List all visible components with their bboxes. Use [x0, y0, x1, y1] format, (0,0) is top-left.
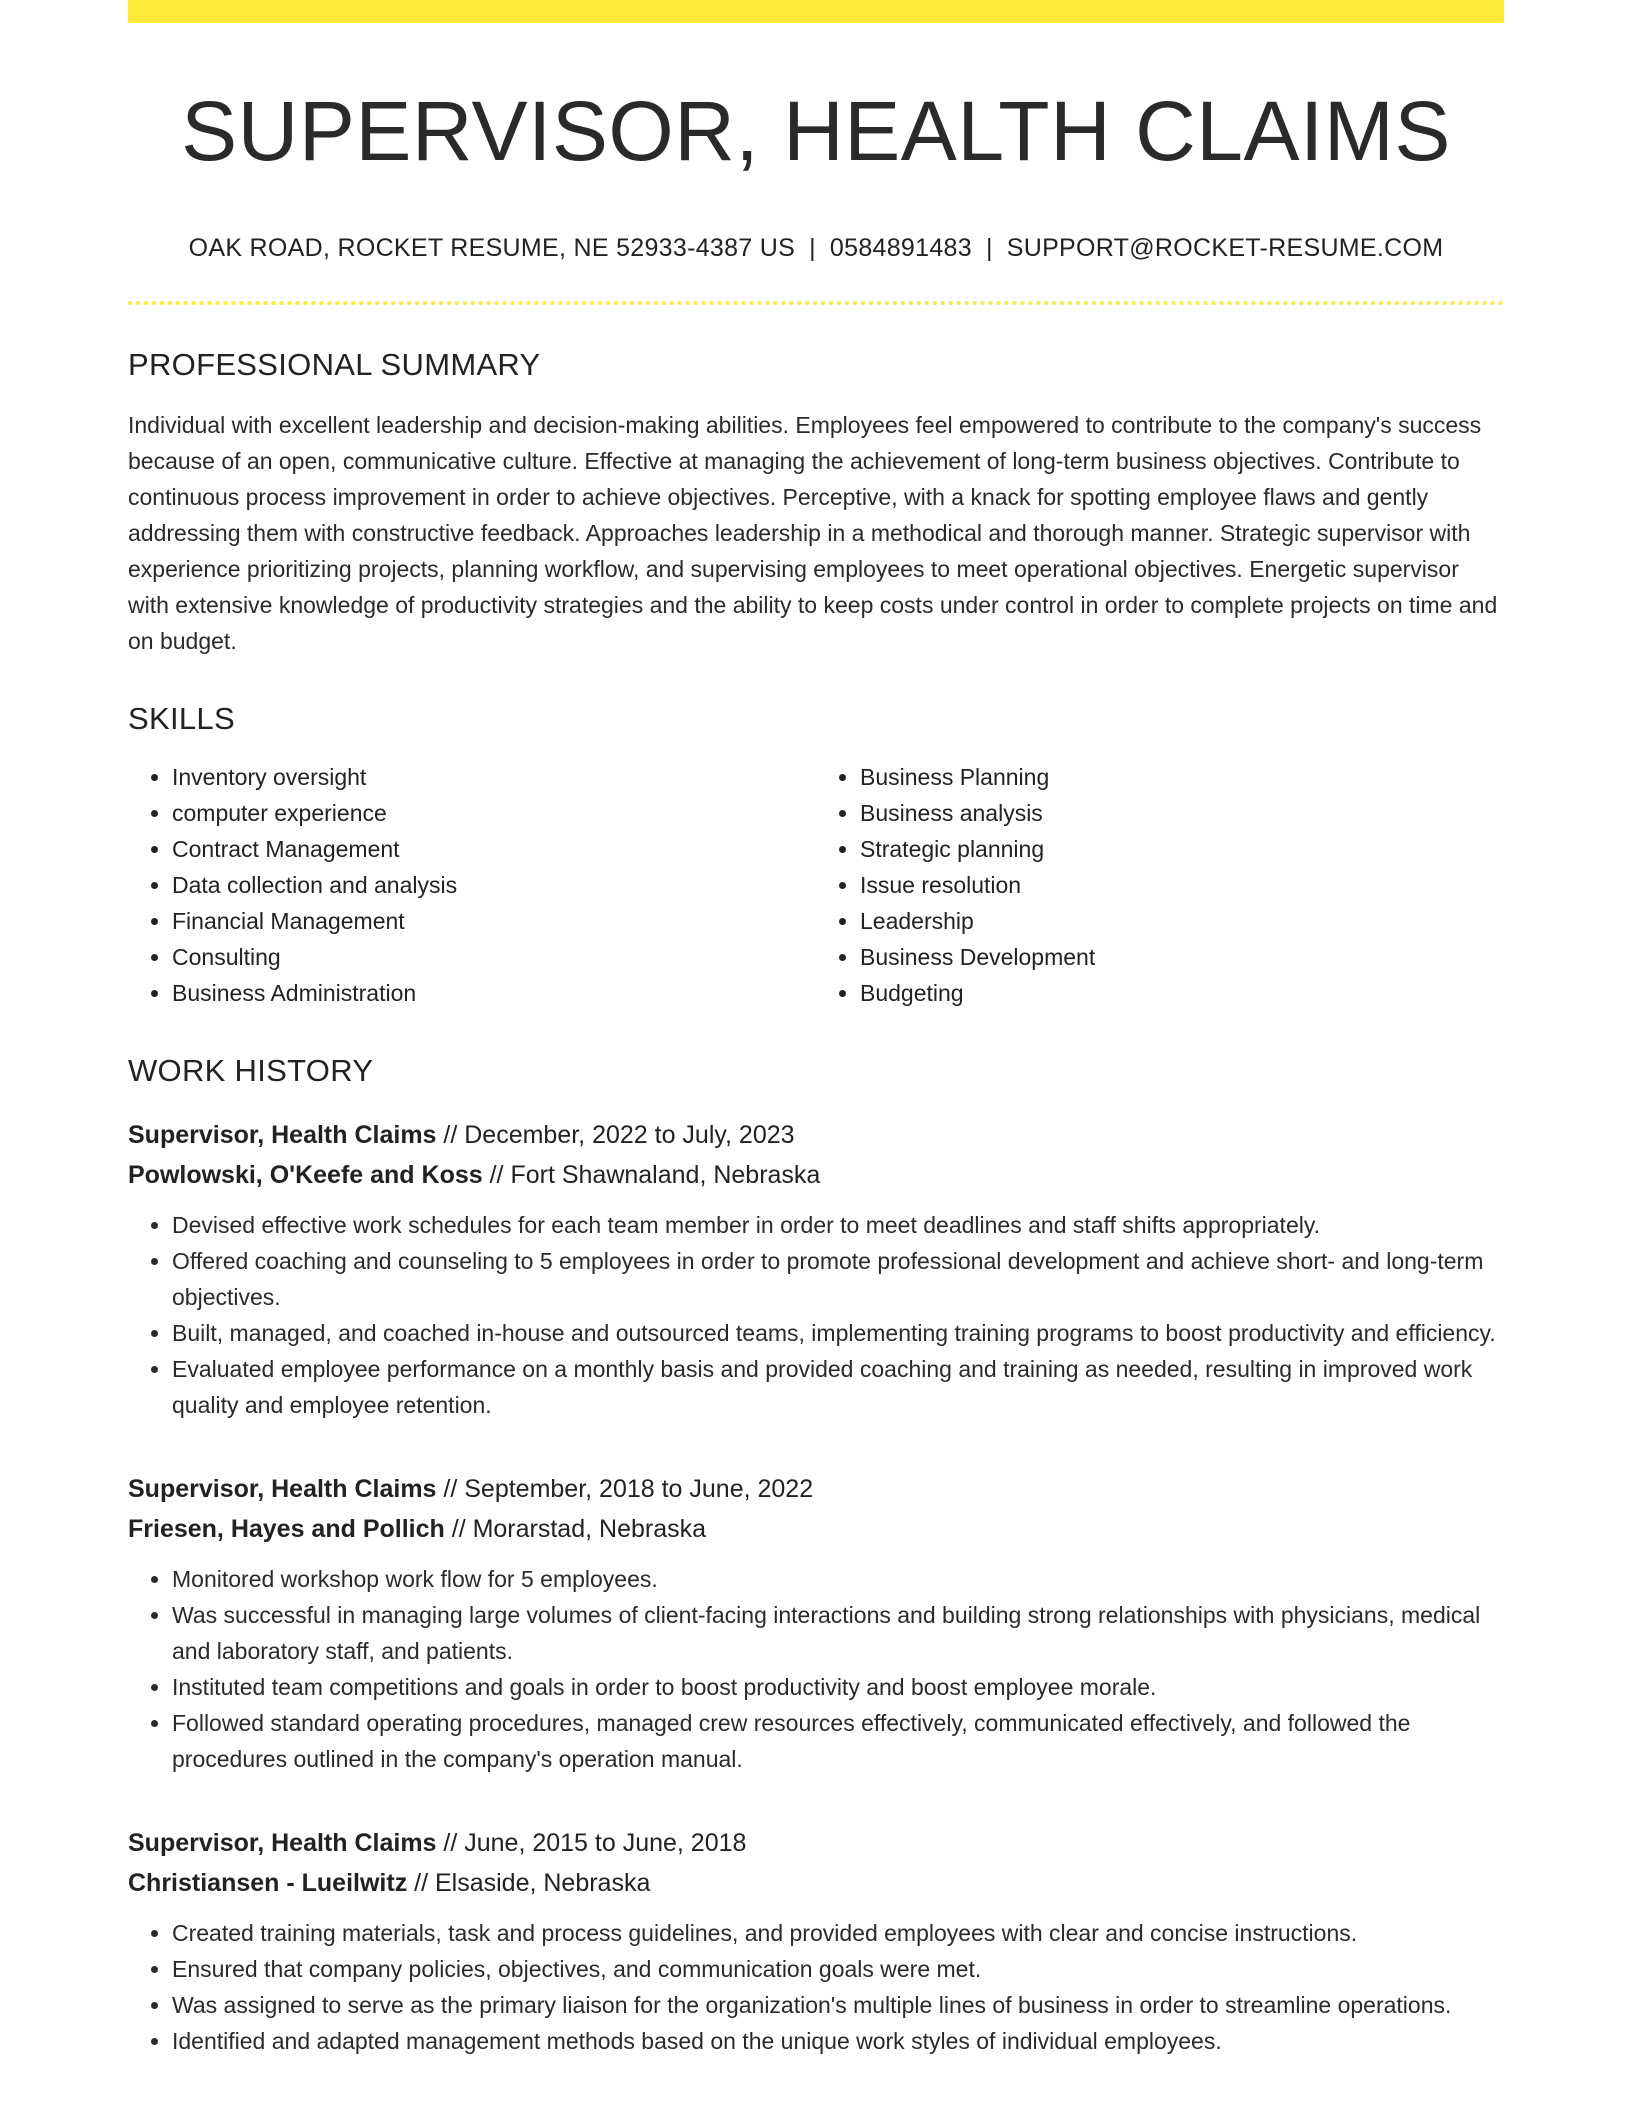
job-title: Supervisor, Health Claims	[128, 1120, 437, 1149]
job-title-line	[128, 1115, 1504, 1155]
skill-item: • Consulting	[172, 939, 816, 975]
job-bullet: • Built, managed, and coached in-house and outsourced teams, implementing training programs to boost productivity and efficiency.	[172, 1315, 1504, 1351]
job-title: Supervisor, Health Claims	[128, 1828, 437, 1857]
job-bullet: • Monitored workshop work flow for 5 employees.	[172, 1561, 1504, 1597]
skill-item: • Issue resolution	[860, 867, 1504, 903]
contact-line	[128, 234, 1504, 263]
job-company: Friesen, Hayes and Pollich	[128, 1514, 445, 1543]
resume-page	[128, 0, 1504, 2059]
work-history-heading: WORK HISTORY	[128, 1052, 374, 1088]
job-title-line	[128, 1469, 1504, 1509]
skill-item: • computer experience	[172, 795, 816, 831]
job-bullet: • Identified and adapted management methods based on the unique work styles of individual employees.	[172, 2023, 1504, 2059]
job-bullet: • Evaluated employee performance on a monthly basis and provided coaching and training as needed, resulting in improved work quality and employee retention.	[172, 1351, 1504, 1423]
job-dates: // June, 2015 to June, 2018	[436, 1828, 747, 1857]
skill-item: • Business Development	[860, 939, 1504, 975]
job-company: Christiansen - Lueilwitz	[128, 1868, 408, 1897]
job-bullets	[128, 1915, 1504, 2059]
skill-item: • Business Planning	[860, 759, 1504, 795]
job-entry	[128, 1469, 1504, 1777]
job-location: // Morarstad, Nebraska	[444, 1514, 707, 1543]
skill-item: • Strategic planning	[860, 831, 1504, 867]
skills-column-right	[816, 759, 1504, 1011]
summary-heading: PROFESSIONAL SUMMARY	[128, 346, 541, 382]
skills-heading: SKILLS	[128, 700, 235, 736]
contact-separator: |	[809, 233, 816, 262]
skill-item: • Business analysis	[860, 795, 1504, 831]
job-bullet: • Was assigned to serve as the primary liaison for the organization's multiple lines of business in order to streamline operations.	[172, 1987, 1504, 2023]
job-bullet: • Ensured that company policies, objectives, and communication goals were met.	[172, 1951, 1504, 1987]
job-dates: // September, 2018 to June, 2022	[436, 1474, 814, 1503]
skill-item: • Contract Management	[172, 831, 816, 867]
job-company-line	[128, 1155, 1504, 1195]
skill-item: • Leadership	[860, 903, 1504, 939]
skills-list	[128, 759, 1504, 1011]
contact-separator: |	[985, 233, 993, 262]
contact-email[interactable]: SUPPORT@ROCKET-RESUME.COM	[1006, 233, 1444, 262]
job-company-line	[128, 1509, 1504, 1549]
job-bullet: • Created training materials, task and process guidelines, and provided employees with clear and concise instructions.	[172, 1915, 1504, 1951]
skill-item: • Financial Management	[172, 903, 816, 939]
skill-item: • Budgeting	[860, 975, 1504, 1011]
job-title-line	[128, 1823, 1504, 1863]
job-entry	[128, 1823, 1504, 2059]
contact-address: OAK ROAD, ROCKET RESUME, NE 52933-4387 US	[188, 233, 796, 262]
job-bullets	[128, 1207, 1504, 1423]
skill-item: • Data collection and analysis	[172, 867, 816, 903]
job-location: // Fort Shawnaland, Nebraska	[482, 1160, 821, 1189]
job-entry	[128, 1115, 1504, 1423]
job-dates: // December, 2022 to July, 2023	[436, 1120, 795, 1149]
job-location: // Elsaside, Nebraska	[407, 1868, 651, 1897]
resume-name: SUPERVISOR, HEALTH CLAIMS	[181, 84, 1451, 178]
job-bullet: • Devised effective work schedules for each team member in order to meet deadlines and staff shifts appropriately.	[172, 1207, 1504, 1243]
job-bullet: • Instituted team competitions and goals in order to boost productivity and boost employee morale.	[172, 1669, 1504, 1705]
job-bullet: • Offered coaching and counseling to 5 employees in order to promote professional development and achieve short- and long-term objectives.	[172, 1243, 1504, 1315]
contact-phone: 0584891483	[829, 233, 972, 262]
job-bullet: • Followed standard operating procedures, managed crew resources effectively, communicated effectively, and followed the procedures outlined in the company's operation manual.	[172, 1705, 1504, 1777]
dotted-divider	[128, 301, 1504, 305]
skill-item: • Inventory oversight	[172, 759, 816, 795]
job-bullets	[128, 1561, 1504, 1777]
job-title: Supervisor, Health Claims	[128, 1474, 437, 1503]
job-company-line	[128, 1863, 1504, 1903]
job-bullet: • Was successful in managing large volumes of client-facing interactions and building strong relationships with physicians, medical and laboratory staff, and patients.	[172, 1597, 1504, 1669]
summary-text: Individual with excellent leadership and decision-making abilities. Employees feel empowered to contribute to the company's success because of an open, communicative culture. Effective at managing the achievement of long-term business objectives. Contribute to continuous process improvement in order to achieve objectives. Perceptive, with a knack for spotting employee flaws and gently addressing them with constructive feedback. Approaches leadership in a methodical and thorough manner. Strategic supervisor with experience prioritizing projects, planning workflow, and supervising employees to meet operational objectives. Energetic supervisor with extensive knowledge of productivity strategies and the ability to keep costs under control in order to complete projects on time and on budget.	[128, 411, 1498, 654]
accent-top-bar	[128, 0, 1504, 23]
skills-column-left	[128, 759, 816, 1011]
job-company: Powlowski, O'Keefe and Koss	[128, 1160, 483, 1189]
skill-item: • Business Administration	[172, 975, 816, 1011]
